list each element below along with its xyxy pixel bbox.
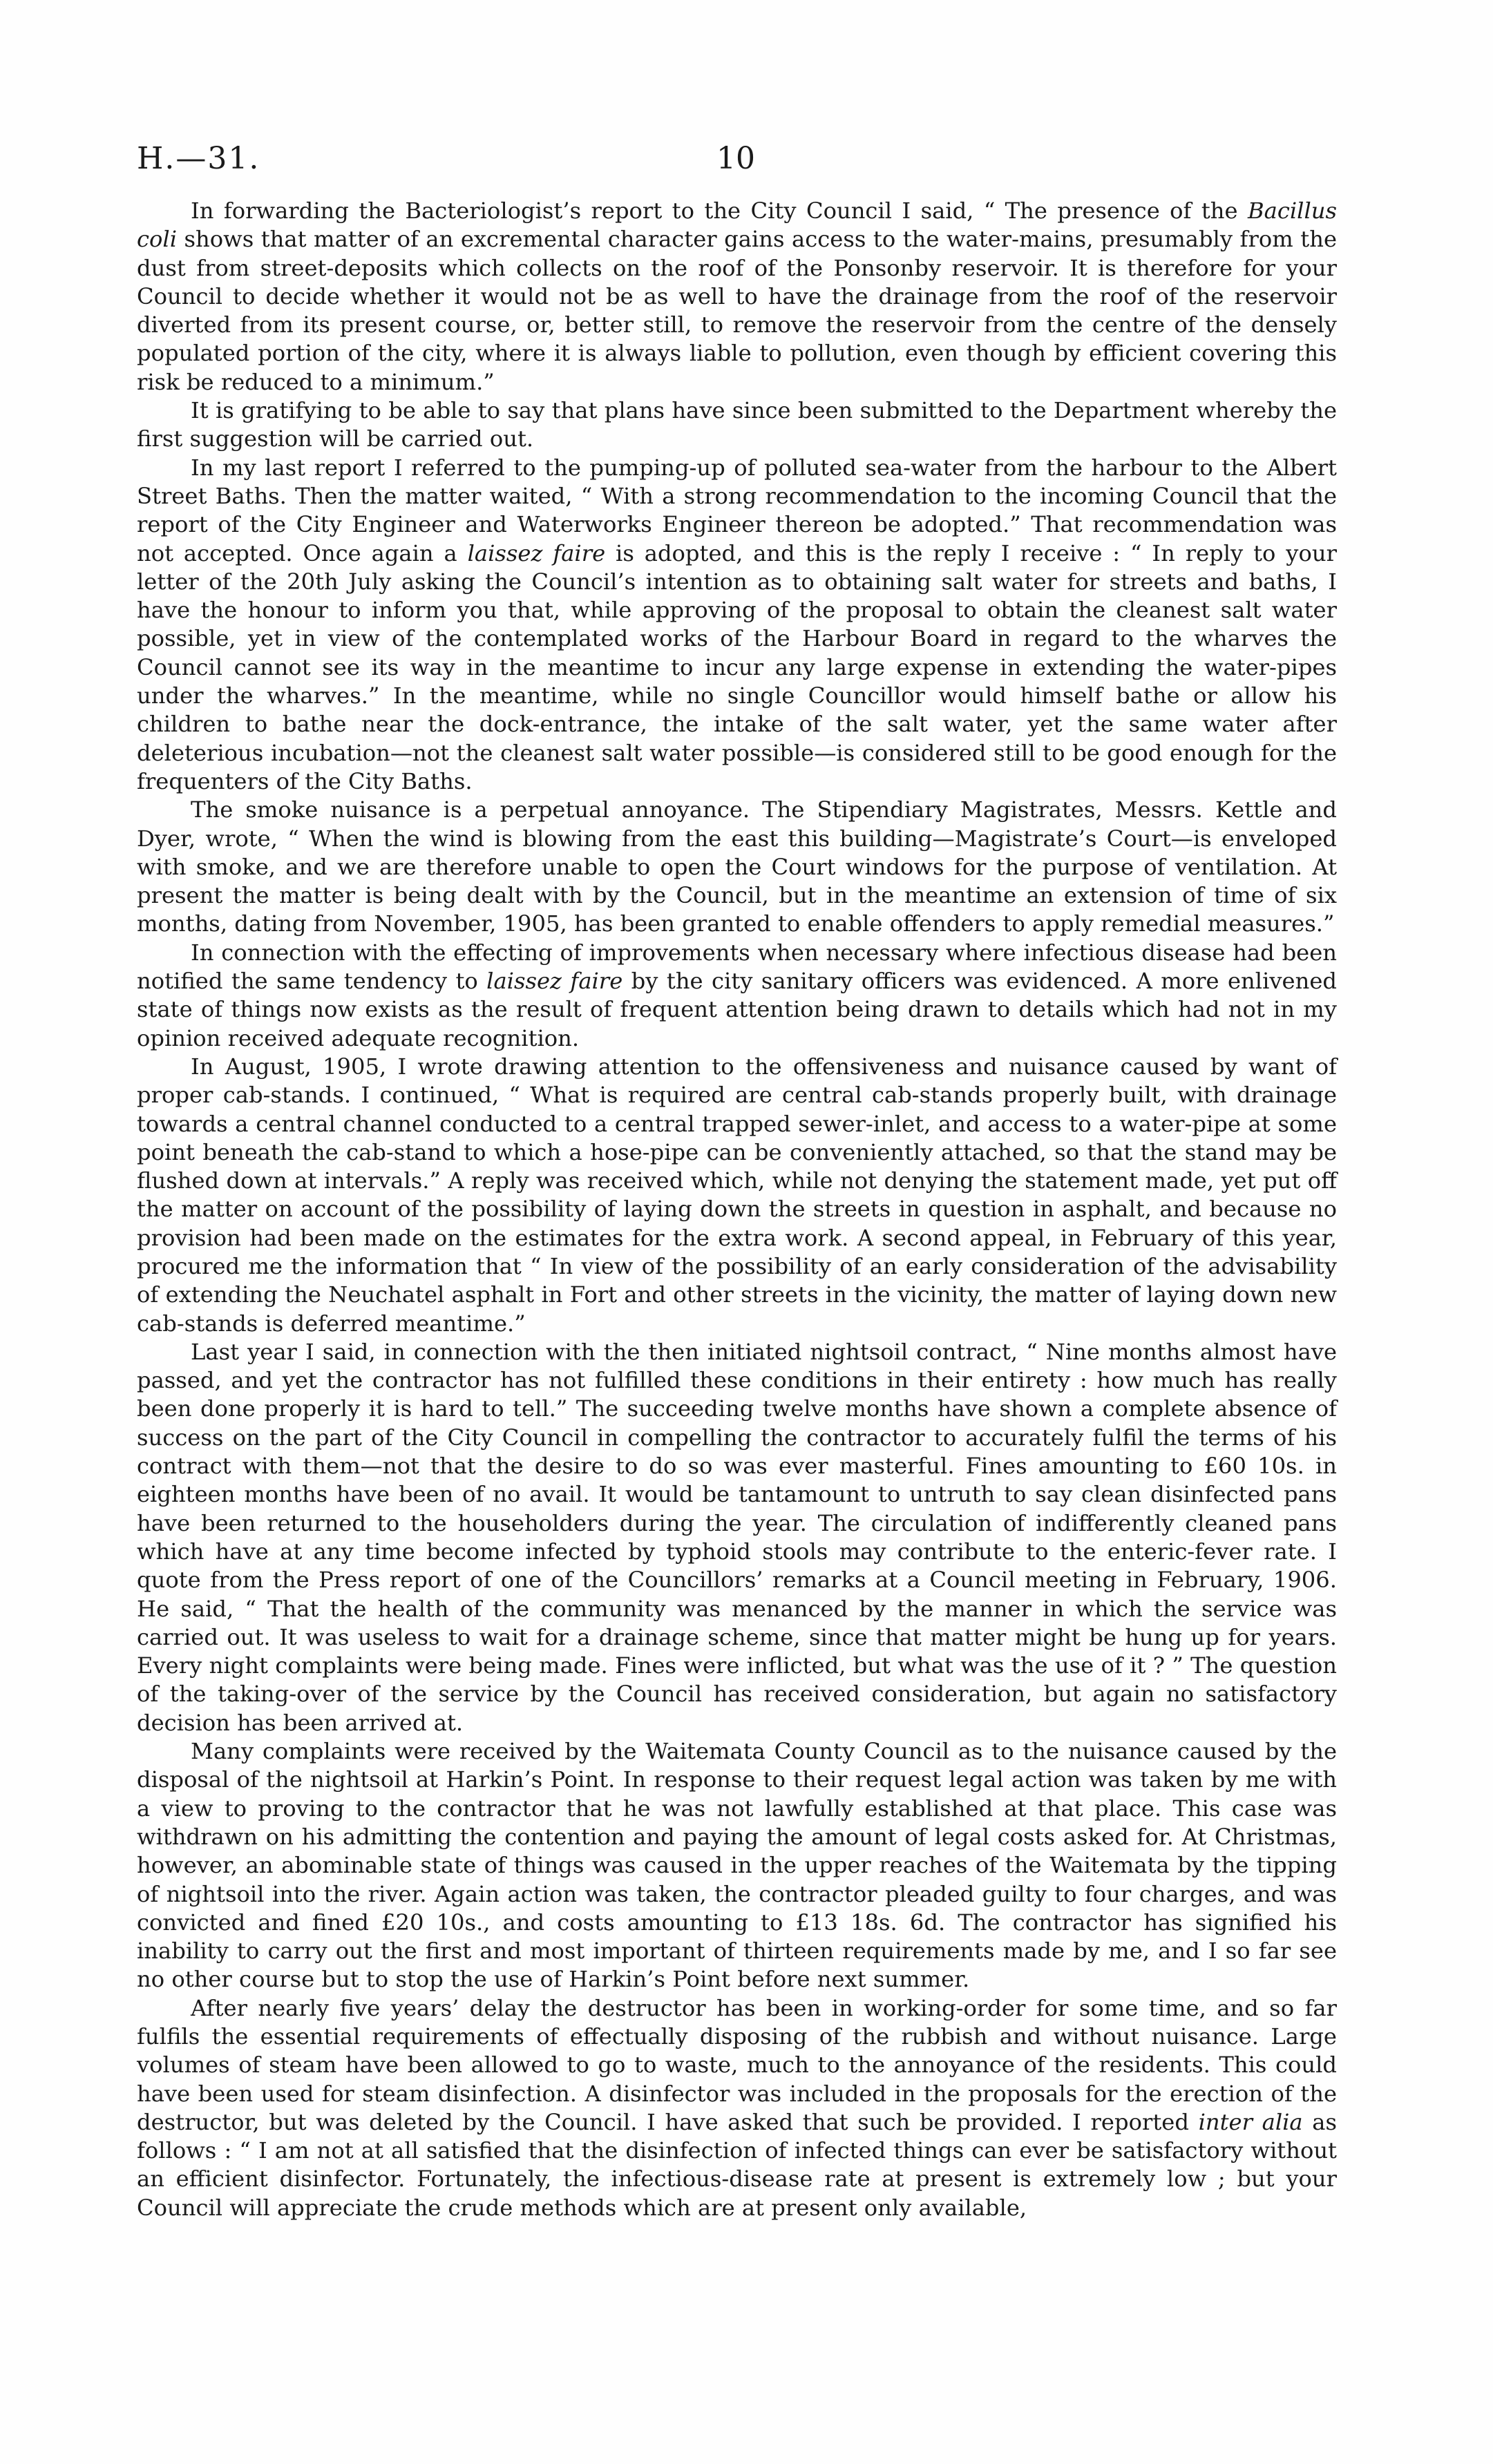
emphasis-term: laissez faire xyxy=(467,539,606,566)
emphasis-term: inter alia xyxy=(1198,2108,1303,2135)
paragraph: Many complaints were received by the Waitemata County Council as to the nuisance caused by the disposal of the nightsoil at Harkin’s Point. In response to their request legal action was taken by me with a view to proving to the contractor that he was not lawfully established at that place. This case was withdrawn on his admitting the contention and paying the amount of legal costs asked for. At Christmas, however, an abominable state of things was caused in the upper reaches of the Waitemata by the tipping of nightsoil into the river. Again action was taken, the contractor pleaded guilty to four charges, and was convicted and fined £20 10s., and costs amounting to £13 18s. 6d. The contractor has signified his inability to carry out the first and most important of thirteen requirements made by me, and I so far see no other course but to stop the use of Harkin’s Point before next summer. xyxy=(137,1738,1337,1993)
page-number: 10 xyxy=(716,141,755,176)
body-text xyxy=(137,197,1337,2222)
paragraph: Last year I said, in connection with the then initiated nightsoil contract, “ Nine months almost have passed, and yet the contractor has not fulfilled these conditions in their entirety : how much has really been done properly it is hard to tell.” The succeeding twelve months have shown a complete absence of success on the part of the City Council in compelling the contractor to accurately fulfil the terms of his contract with them—not that the desire to do so was ever masterful. Fines amounting to £60 10s. in eighteen months have been of no avail. It would be tantamount to untruth to say clean disinfected pans have been returned to the householders during the year. The circulation of indifferently cleaned pans which have at any time become infected by typhoid stools may contribute to the enteric-fever rate. I quote from the Press report of one of the Councillors’ remarks at a Council meeting in February, 1906. He said, “ That the health of the community was menanced by the manner in which the service was carried out. It was useless to wait for a drainage scheme, since that matter might be hung up for years. Every night complaints were being made. Fines were inflicted, but what was the use of it ? ” The question of the taking-over of the service by the Council has received consideration, but again no satisfactory decision has been arrived at. xyxy=(137,1338,1337,1736)
paragraph: In my last report I referred to the pumping-up of polluted sea-water from the harbour to the Albert Street Baths. Then the matter waited, “ With a strong recommendation to the incoming Council that the report of the City Engineer and Waterworks Engineer thereon be adopted.” That recommendation was not accepted. Once again a laissez faire is adopted, and this is the reply I receive : “ In reply to your letter of the 20th July asking the Council’s intention as to obtaining salt water for streets and baths, I have the honour to inform you that, while approving of the proposal to obtain the cleanest salt water possible, yet in view of the contemplated works of the Harbour Board in regard to the wharves the Council cannot see its way in the meantime to incur any large expense in extending the water-pipes under the wharves.” In the meantime, while no single Councillor would himself bathe or allow his children to bathe near the dock-entrance, the intake of the salt water, yet the same water after deleterious incubation—not the cleanest salt water possible—is considered still to be good enough for the frequenters of the City Baths. xyxy=(137,454,1337,794)
paragraph: In August, 1905, I wrote drawing attention to the offensiveness and nuisance caused by want of proper cab-stands. I continued, “ What is required are central cab-stands properly built, with drainage towards a central channel conducted to a central trapped sewer-inlet, and access to a water-pipe at some point beneath the cab-stand to which a hose-pipe can be conveniently attached, so that the stand may be flushed down at intervals.” A reply was received which, while not denying the statement made, yet put off the matter on account of the possibility of laying down the streets in question in asphalt, and because no provision had been made on the estimates for the extra work. A second appeal, in February of this year, procured me the information that “ In view of the possibility of an early consideration of the advisability of extending the Neuchatel asphalt in Fort and other streets in the vicinity, the matter of laying down new cab-stands is deferred meantime.” xyxy=(137,1053,1337,1337)
paragraph: The smoke nuisance is a perpetual annoyance. The Stipendiary Magistrates, Messrs. Kettle and Dyer, wrote, “ When the wind is blowing from the east this building—Magistrate’s Court—is enveloped with smoke, and we are therefore unable to open the Court windows for the purpose of ventilation. At present the matter is being dealt with by the Council, but in the meantime an extension of time of six months, dating from November, 1905, has been granted to enable offenders to apply remedial measures.” xyxy=(137,796,1337,937)
paragraph: It is gratifying to be able to say that plans have since been submitted to the Department whereby the first suggestion will be carried out. xyxy=(137,397,1337,452)
paragraph: In connection with the effecting of improvements when necessary where infectious disease had been notified the same tendency to laissez faire by the city sanitary officers was evidenced. A more enlivened state of things now exists as the result of frequent attention being drawn to details which had not in my opinion received adequate recognition. xyxy=(137,939,1337,1051)
emphasis-term: Bacillus coli xyxy=(137,198,1337,253)
emphasis-term: laissez faire xyxy=(486,968,623,995)
document-reference: H.—31. xyxy=(137,141,260,176)
paragraph: In forwarding the Bacteriologist’s report to the City Council I said, “ The presence of the Bacillus coli shows that matter of an excremental character gains access to the water-mains, presumably from the dust from street-deposits which collects on the roof of the Ponsonby reservoir. It is therefore for your Council to decide whether it would not be as well to have the drainage from the roof of the reservoir diverted from its present course, or, better still, to remove the reservoir from the centre of the densely populated portion of the city, where it is always liable to pollution, even though by efficient covering this risk be reduced to a minimum.” xyxy=(137,198,1337,395)
paragraph: After nearly five years’ delay the destructor has been in working-order for some time, and so far fulfils the essential requirements of effectually disposing of the rubbish and without nuisance. Large volumes of steam have been allowed to go to waste, much to the annoyance of the residents. This could have been used for steam disinfection. A disinfector was included in the proposals for the erection of the destructor, but was deleted by the Council. I have asked that such be provided. I reported inter alia as follows : “ I am not at all satisfied that the disinfection of infected things can ever be satisfactory without an efficient disinfector. Fortunately, the infectious-disease rate at present is extremely low ; but your Council will appreciate the crude methods which are at present only available, xyxy=(137,1994,1337,2221)
